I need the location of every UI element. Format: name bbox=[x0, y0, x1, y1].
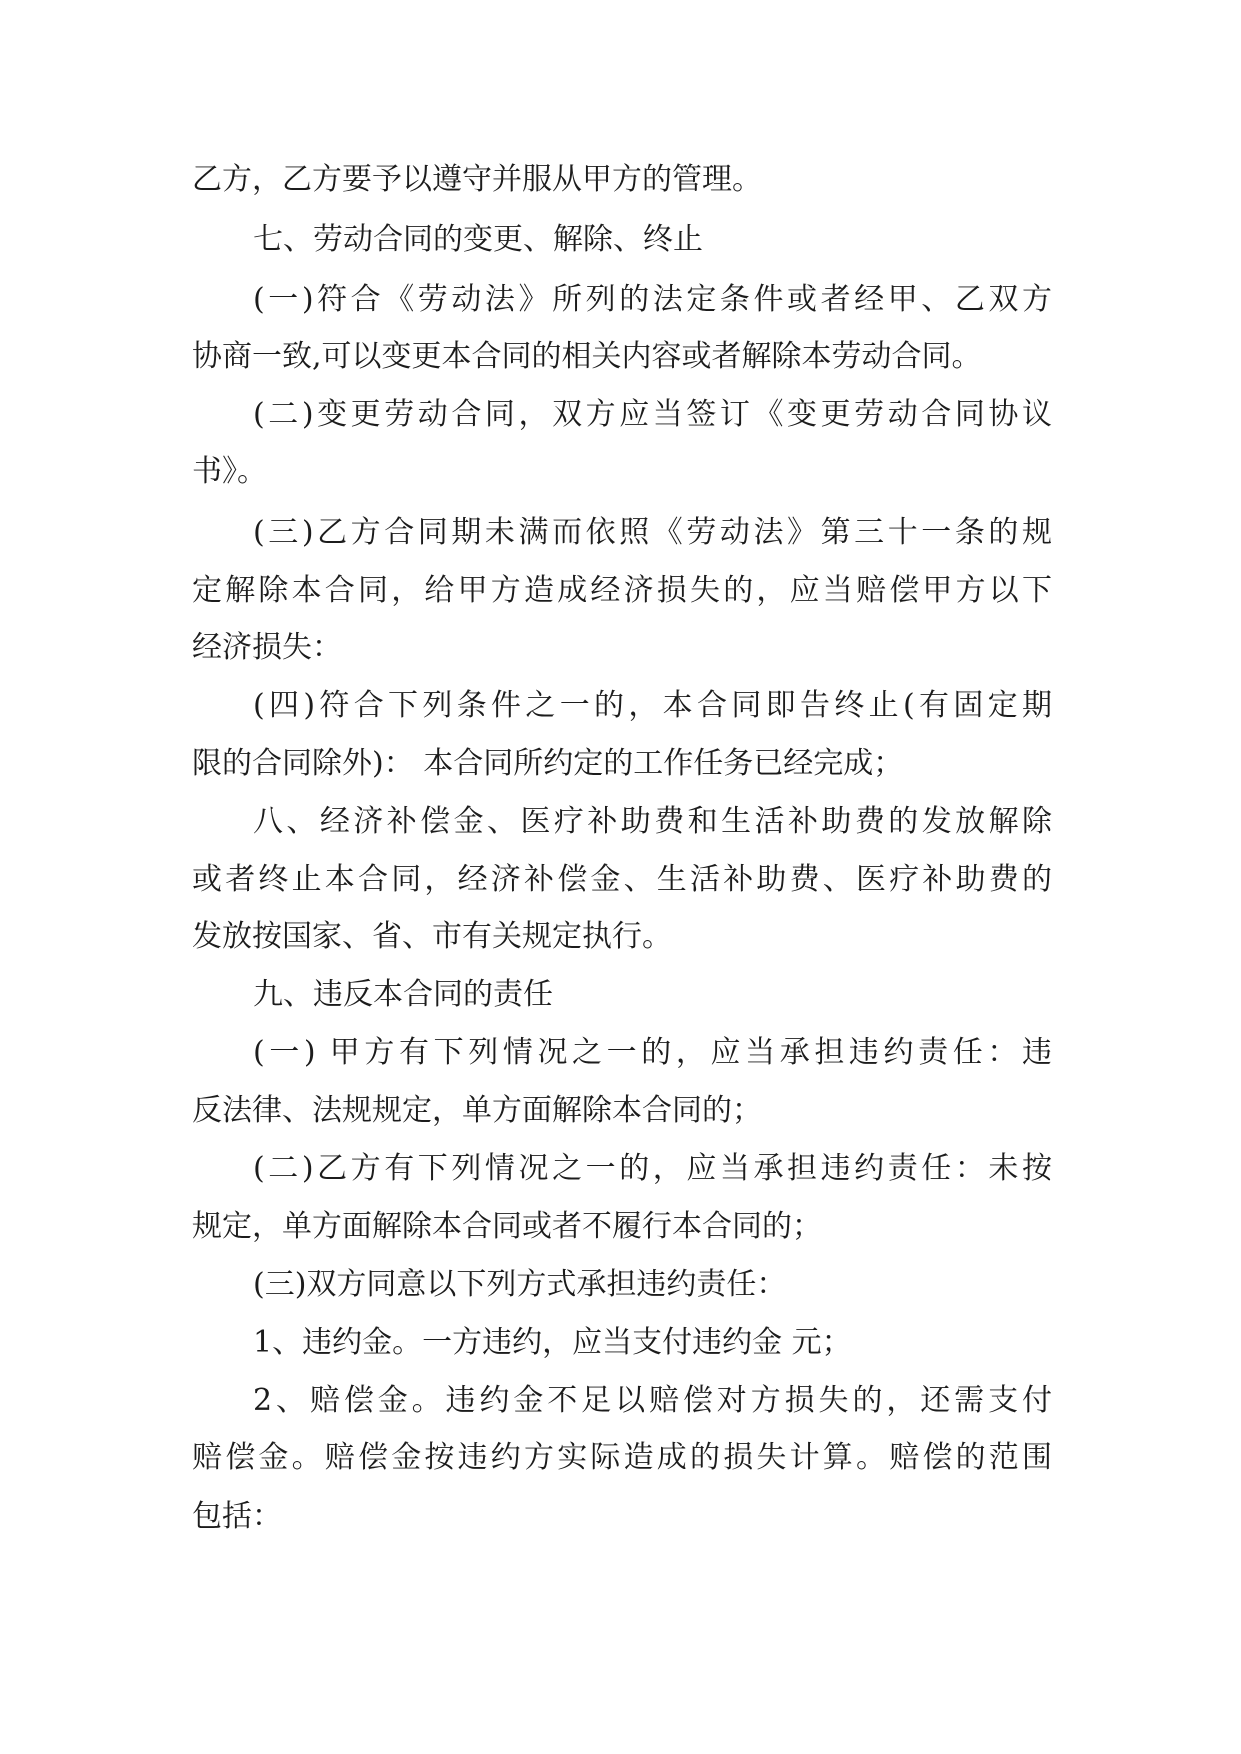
body-text-line: 定解除本合同，给甲方造成经济损失的，应当赔偿甲方以下 bbox=[192, 573, 1052, 608]
body-text-line: 发放按国家、省、市有关规定执行。 bbox=[192, 919, 672, 954]
body-text-line: 书》。 bbox=[192, 454, 267, 489]
body-text-line: 包括： bbox=[192, 1499, 282, 1534]
body-text-line: 协商一致,可以变更本合同的相关内容或者解除本劳动合同。 bbox=[192, 339, 982, 374]
body-text-line: 限的合同除外)： 本合同所约定的工作任务已经完成； bbox=[192, 746, 904, 781]
body-text-line: 规定，单方面解除本合同或者不履行本合同的； bbox=[192, 1209, 822, 1244]
body-text-line: (三)乙方合同期未满而依照《劳动法》第三十一条的规 bbox=[253, 515, 1052, 550]
body-text-line: (三)双方同意以下列方式承担违约责任： bbox=[253, 1267, 787, 1302]
body-text-line: (二)乙方有下列情况之一的，应当承担违约责任：未按 bbox=[253, 1151, 1052, 1186]
body-text-line: (四)符合下列条件之一的，本合同即告终止(有固定期 bbox=[253, 688, 1052, 723]
body-text-line: (一)符合《劳动法》所列的法定条件或者经甲、乙双方 bbox=[253, 282, 1052, 317]
section-heading: 八、经济补偿金、医疗补助费和生活补助费的发放解除 bbox=[253, 804, 1052, 839]
section-heading: 九、违反本合同的责任 bbox=[253, 977, 553, 1012]
body-text-line: (二)变更劳动合同，双方应当签订《变更劳动合同协议 bbox=[253, 397, 1052, 432]
body-text-line: 经济损失： bbox=[192, 630, 342, 665]
body-text-line: (一) 甲方有下列情况之一的，应当承担违约责任：违 bbox=[253, 1035, 1052, 1070]
body-text-line: 乙方，乙方要予以遵守并服从甲方的管理。 bbox=[192, 162, 762, 197]
section-heading: 七、劳动合同的变更、解除、终止 bbox=[253, 222, 703, 257]
body-text-line: 2、赔偿金。违约金不足以赔偿对方损失的，还需支付 bbox=[253, 1383, 1052, 1418]
body-text-line: 反法律、法规规定，单方面解除本合同的； bbox=[192, 1093, 762, 1128]
body-text-line: 或者终止本合同，经济补偿金、生活补助费、医疗补助费的 bbox=[192, 862, 1052, 897]
body-text-line: 赔偿金。赔偿金按违约方实际造成的损失计算。赔偿的范围 bbox=[192, 1440, 1052, 1475]
body-text-line: 1、违约金。一方违约，应当支付违约金 元； bbox=[253, 1325, 852, 1360]
